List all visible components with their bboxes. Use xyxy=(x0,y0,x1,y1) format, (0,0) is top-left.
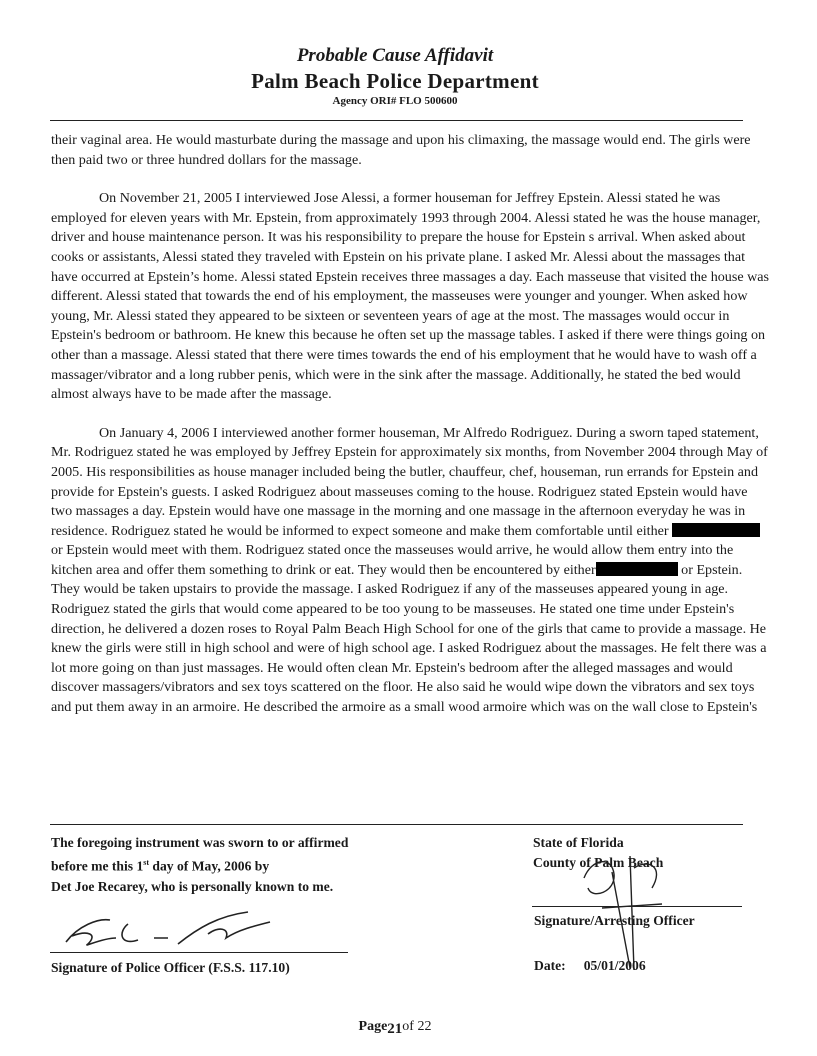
body-paragraph-3 xyxy=(51,424,771,718)
agency-ori: Agency ORI# FLO 500600 xyxy=(332,95,458,107)
signature-section-divider xyxy=(50,824,743,825)
notary-line-1: The foregoing instrument was sworn to or affirmed xyxy=(51,835,349,850)
redaction-bar xyxy=(672,523,760,537)
page-label: Page xyxy=(358,1019,388,1034)
body-paragraph-3-part-a: On January 4, 2006 I interviewed another former houseman, Mr Alfredo Rodriguez. During a sworn taped statement, Mr. Rodriguez stated he was employed by Jeffrey Epstein for approximately six months, from November 2004 through May of 2005. His responsibilities as house manager included being the butler, chauffeur, chef, houseman, run errands for Epstein and provide for Epstein's guests. I asked Rodriguez about masseuses coming to the house. Rodriguez stated Epstein would have two massages a day. Epstein would have one massage in the morning and one massage in the afternoon everyday he was in residence. Rodriguez stated he would be informed to expect someone and make them comfortable until either xyxy=(51,424,768,539)
header-divider xyxy=(50,120,743,121)
body-paragraph-2: On November 21, 2005 I interviewed Jose Alessi, a former houseman for Jeffrey Epstein. Alessi stated he was employed for eleven years with Mr. Epstein, from approximately 1993 through 2004. Alessi stated he was the house manager, driver and house maintenance person. It was his responsibility to prepare the house for Epstein s arrival. When asked about cooks or assistants, Alessi stated they traveled with Epstein on his private plane. I asked Mr. Alessi about the massages that have occurred at Epstein’s home. Alessi stated Epstein receives three massages a day. Each masseuse that visited the house was different. Alessi stated that towards the end of his employment, the masseuses were younger and younger. When asked how young, Mr. Alessi stated they appeared to be sixteen or seventeen years of age at the most. The massages would occur in Epstein's bedroom or bathroom. He knew this because he often set up the massage tables. I asked if there were things going on other than a massage. Alessi stated that there were times towards the end of his employment that he would have to wash off a massager/vibrator and a long rubber penis, which were in the sink after the massage. Additionally, he stated the bed would almost always have to be made after the massage. xyxy=(51,190,770,403)
officer-signature-label: Signature of Police Officer (F.S.S. 117.10) xyxy=(51,960,290,975)
affidavit-header xyxy=(0,44,790,108)
page-current: 21 xyxy=(387,1021,403,1037)
department-name: Palm Beach Police Department xyxy=(251,69,539,93)
officer-signature-line xyxy=(50,952,348,953)
body-paragraph-3-part-b: or Epstein would meet with them. Rodriguez stated once the masseuses would arrive, he would allow them entry into the kitchen area and offer them something to drink or eat. They would then be encountered by either xyxy=(51,542,734,578)
signature-date xyxy=(534,958,646,974)
date-label: Date: xyxy=(534,958,566,973)
arresting-officer-signature-label: Signature/Arresting Officer xyxy=(534,913,695,928)
arresting-officer-handwritten-signature xyxy=(572,848,682,973)
page-total: of 22 xyxy=(402,1019,432,1034)
document-type-title: Probable Cause Affidavit xyxy=(296,45,494,66)
body-paragraph-1: their vaginal area. He would masturbate during the massage and upon his climaxing, the massage would end. The girls were then paid two or three hundred dollars for the massage. xyxy=(51,132,751,168)
notary-statement xyxy=(51,833,451,897)
notary-line-3: Det Joe Recarey, who is personally known to me. xyxy=(51,878,334,894)
affidavit-body xyxy=(51,131,771,737)
county-label: County of Palm Beach xyxy=(533,855,664,870)
notary-line-2: before me this 1st day of May, 2006 by xyxy=(51,858,270,874)
page-number xyxy=(0,1019,790,1038)
redaction-bar xyxy=(596,562,678,576)
body-paragraph-3-part-c: or Epstein. They would be taken upstairs to provide the massage. I asked Rodriguez if any of the masseuses appeared young in age. Rodriguez stated the girls that would come appeared to be too young to be masseuses. He stated one time under Epstein's direction, he delivered a dozen roses to Royal Palm Beach High School for one of the girls that came to provide a massage. He knew the girls were still in high school and were of high school age. I asked Rodriguez about the massages. He felt there was a lot more going on than just massages. He would often clean Mr. Epstein's bedroom after the alleged massages and would discover massagers/vibrators and sex toys scattered on the floor. He also said he would wipe down the vibrators and sex toys and put them away in an armoire. He described the armoire as a small wood armoire which was on the wall close to Epstein's xyxy=(51,561,767,716)
arresting-officer-signature-line xyxy=(532,906,742,907)
date-value: 05/01/2006 xyxy=(583,958,646,973)
officer-handwritten-signature xyxy=(58,908,288,954)
state-label: State of Florida xyxy=(533,835,624,850)
